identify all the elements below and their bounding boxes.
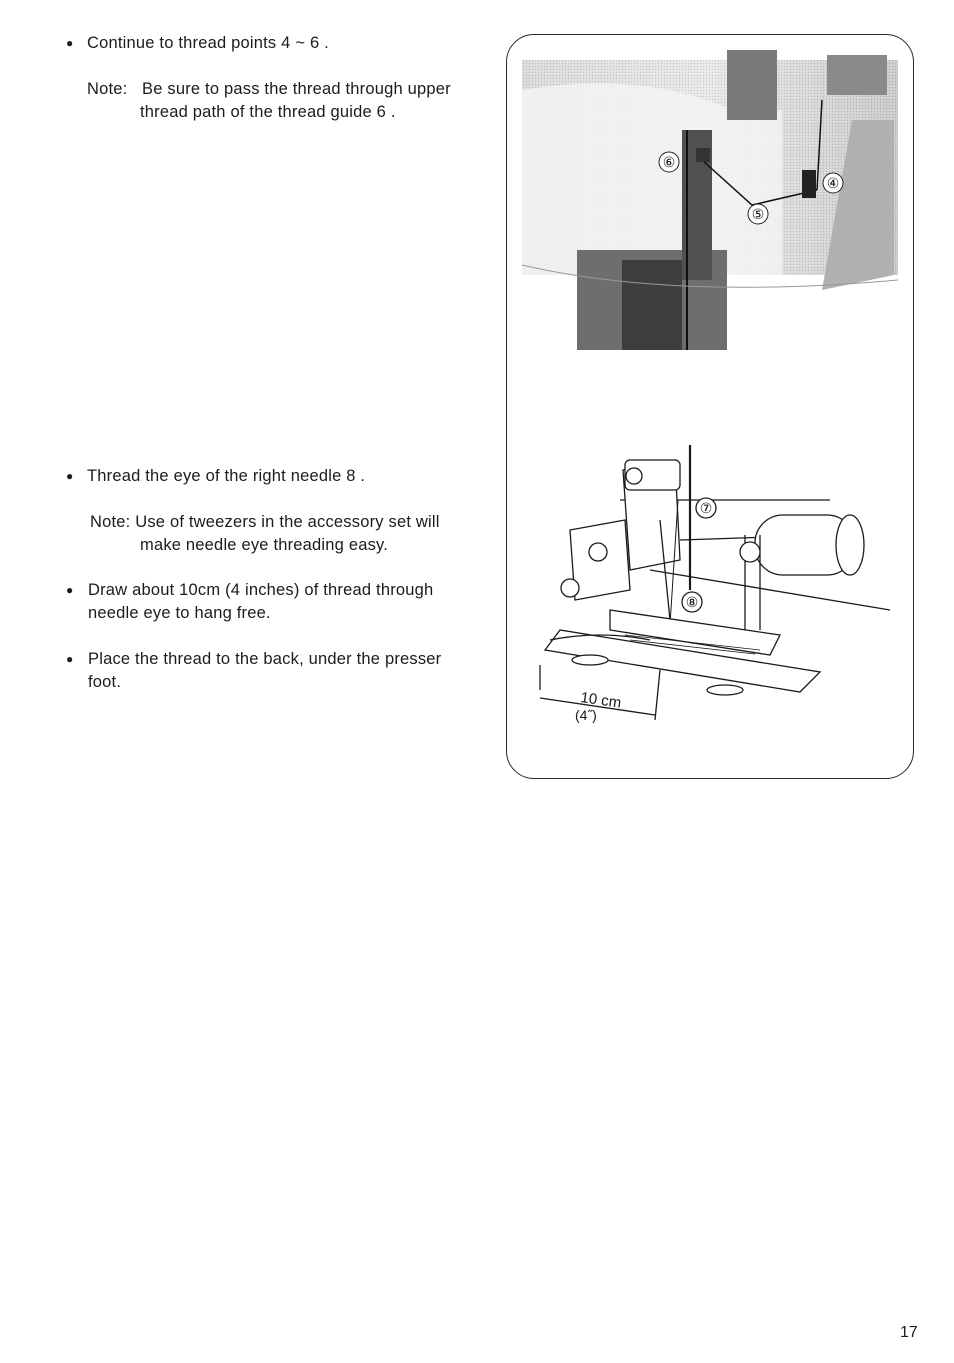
needle-threading-diagram	[530, 440, 900, 740]
bullet-dot: ●	[66, 652, 74, 666]
callout-4: ④	[826, 175, 840, 191]
bullet-dot: ●	[66, 36, 74, 50]
measure-metric-label: 10 cm	[579, 689, 623, 712]
bullet-dot: ●	[66, 469, 74, 483]
note-text-line-2: thread path of the thread guide 6 .	[140, 103, 396, 121]
page-number: 17	[900, 1324, 918, 1341]
callout-6: ⑥	[662, 154, 676, 170]
callout-5: ⑤	[751, 206, 765, 222]
note-label: Note:	[87, 80, 128, 98]
note-text-line-1: Be sure to pass the thread through upper	[142, 80, 451, 98]
callout-8: ⑧	[685, 594, 699, 610]
measure-imperial-label: (4˝)	[575, 707, 597, 723]
instruction-place-thread-line-1: Place the thread to the back, under the presser	[88, 650, 442, 668]
thread-guide-photo	[522, 50, 898, 350]
tweezers-note-line-1: Note: Use of tweezers in the accessory set will	[90, 513, 440, 531]
bullet-dot: ●	[66, 583, 74, 597]
instruction-draw-thread-line-1: Draw about 10cm (4 inches) of thread through	[88, 581, 434, 599]
instruction-draw-thread-line-2: needle eye to hang free.	[88, 604, 271, 622]
instruction-continue-threading: Continue to thread points 4 ~ 6 .	[87, 34, 329, 52]
tweezers-note-line-2: make needle eye threading easy.	[140, 536, 389, 554]
instruction-place-thread-line-2: foot.	[88, 673, 122, 691]
callout-7: ⑦	[699, 500, 713, 516]
instruction-thread-needle-eye: Thread the eye of the right needle 8 .	[87, 467, 366, 485]
